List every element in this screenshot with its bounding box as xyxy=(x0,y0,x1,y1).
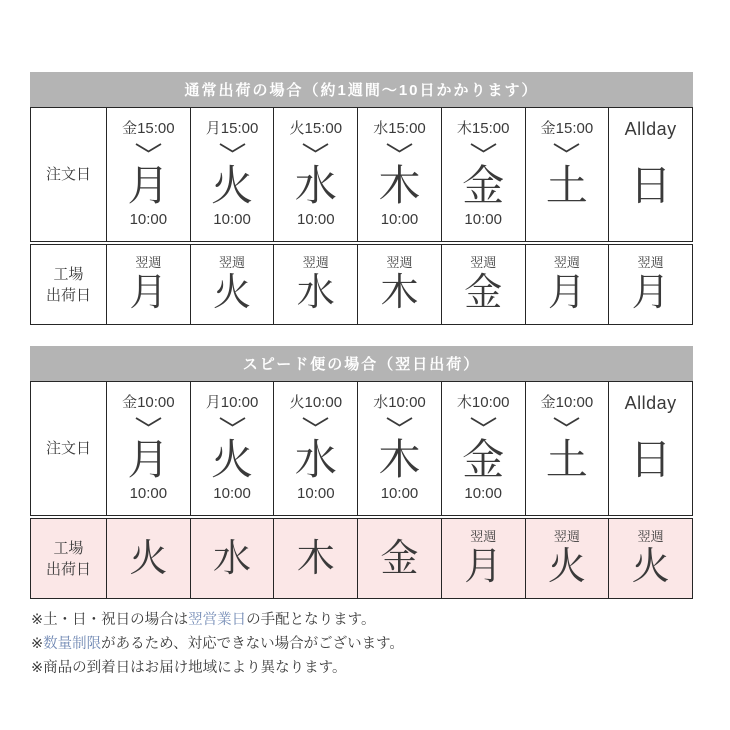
chevron-down-icon xyxy=(135,417,162,427)
chevron-down-icon xyxy=(135,143,162,153)
ship-cell xyxy=(273,245,357,324)
order-deadline: 木15:00 xyxy=(456,120,510,137)
chevron-down-icon xyxy=(219,143,246,153)
ship-row-label-line2: 出荷日 xyxy=(45,560,91,578)
note-text: ※商品の到着日はお届け地域により異なります。 xyxy=(31,660,347,676)
ship-row-label-line2: 出荷日 xyxy=(45,286,91,304)
chevron-down-icon xyxy=(219,417,246,427)
order-day: 土 xyxy=(545,162,588,209)
order-cell-tue xyxy=(190,382,274,515)
order-deadline: 火15:00 xyxy=(289,120,343,137)
chevron-down-icon xyxy=(553,143,580,153)
ship-row-label-cell xyxy=(31,519,106,598)
next-week-label: 翌週 xyxy=(302,255,329,270)
ship-cell xyxy=(525,519,609,598)
note-text: の手配となります。 xyxy=(246,612,376,628)
ship-day: 月 xyxy=(129,272,168,314)
order-deadline: 木10:00 xyxy=(456,394,510,411)
order-cell-tue xyxy=(190,108,274,241)
order-day: 月 xyxy=(127,162,170,209)
speed-shipping-table xyxy=(30,346,693,599)
ship-day: 月 xyxy=(464,546,503,588)
order-day: 日 xyxy=(629,436,672,483)
ship-cell xyxy=(525,245,609,324)
next-week-label: 翌週 xyxy=(386,255,413,270)
order-day: 土 xyxy=(545,436,588,483)
ship-cell xyxy=(608,245,692,324)
ship-day: 火 xyxy=(213,272,252,314)
speed-shipping-title: スピード便の場合（翌日出荷） xyxy=(30,346,693,381)
chevron-down-icon xyxy=(470,417,497,427)
order-cell-wed xyxy=(273,382,357,515)
ship-day: 火 xyxy=(631,546,670,588)
order-day: 火 xyxy=(211,436,254,483)
note-text: ※土・日・祝日の場合は xyxy=(31,612,189,628)
ship-row-label-line1: 工場 xyxy=(53,265,84,283)
chevron-down-icon xyxy=(553,417,580,427)
note-emphasis: 翌営業日 xyxy=(188,612,247,628)
chevron-down-icon xyxy=(470,143,497,153)
chevron-down-icon xyxy=(302,143,329,153)
ship-cell xyxy=(273,519,357,598)
order-cell-fri xyxy=(441,108,525,241)
order-deadline: 金10:00 xyxy=(540,394,594,411)
next-week-label: 翌週 xyxy=(470,255,497,270)
order-day-row xyxy=(30,381,693,516)
ship-day: 水 xyxy=(296,272,335,314)
ship-row-label-cell xyxy=(31,245,106,324)
order-time: 10:00 xyxy=(380,211,419,228)
ship-row-label-line1: 工場 xyxy=(53,539,84,557)
ship-day: 火 xyxy=(547,546,586,588)
order-cell-sat xyxy=(525,108,609,241)
note-holidays xyxy=(31,608,404,632)
note-quantity-limit xyxy=(31,632,404,656)
order-deadline: Allday xyxy=(624,393,677,413)
ship-cell xyxy=(441,245,525,324)
order-deadline: 水15:00 xyxy=(373,120,426,137)
ship-cell xyxy=(357,245,441,324)
ship-cell xyxy=(357,519,441,598)
order-time: 10:00 xyxy=(380,485,419,502)
order-cell-sun xyxy=(608,108,692,241)
order-deadline: Allday xyxy=(624,119,677,139)
order-time: 10:00 xyxy=(129,485,168,502)
ship-day: 木 xyxy=(296,537,335,580)
order-day: 日 xyxy=(629,162,672,209)
ship-cell xyxy=(190,245,274,324)
note-arrival-date xyxy=(31,656,404,680)
note-emphasis: 数量制限 xyxy=(43,636,102,652)
order-deadline: 金15:00 xyxy=(122,120,175,137)
ship-day: 木 xyxy=(380,272,419,314)
order-day: 金 xyxy=(462,162,505,209)
order-deadline: 金10:00 xyxy=(122,394,175,411)
order-day: 水 xyxy=(294,162,337,209)
footnotes xyxy=(31,608,404,680)
order-day: 木 xyxy=(378,162,421,209)
order-time: 10:00 xyxy=(129,211,168,228)
order-cell-mon xyxy=(106,108,190,241)
chevron-down-icon xyxy=(386,143,413,153)
ship-cell xyxy=(190,519,274,598)
next-week-label: 翌週 xyxy=(135,255,162,270)
factory-ship-row-highlighted xyxy=(30,518,693,599)
order-deadline: 火10:00 xyxy=(289,394,343,411)
order-row-label: 注文日 xyxy=(45,440,91,457)
order-cell-sat xyxy=(525,382,609,515)
chevron-down-icon xyxy=(302,417,329,427)
next-week-label: 翌週 xyxy=(553,529,580,544)
next-week-label: 翌週 xyxy=(219,255,246,270)
order-time: 10:00 xyxy=(464,211,502,228)
ship-day: 火 xyxy=(129,537,168,580)
ship-day: 月 xyxy=(631,272,670,314)
order-row-label: 注文日 xyxy=(45,166,91,183)
order-time: 10:00 xyxy=(213,211,251,228)
order-day-row xyxy=(30,107,693,242)
note-text: があるため、対応できない場合がございます。 xyxy=(101,636,404,652)
ship-day: 金 xyxy=(464,272,503,314)
next-week-label: 翌週 xyxy=(637,529,664,544)
order-row-label-cell xyxy=(31,108,106,241)
order-day: 水 xyxy=(294,436,337,483)
order-time: 10:00 xyxy=(297,485,335,502)
order-day: 木 xyxy=(378,436,421,483)
order-cell-thu xyxy=(357,108,441,241)
order-cell-mon xyxy=(106,382,190,515)
order-deadline: 水10:00 xyxy=(373,394,426,411)
order-cell-fri xyxy=(441,382,525,515)
ship-day: 水 xyxy=(213,537,252,580)
order-deadline: 金15:00 xyxy=(540,120,594,137)
order-time: 10:00 xyxy=(297,211,335,228)
ship-day: 金 xyxy=(380,537,419,580)
factory-ship-row xyxy=(30,244,693,325)
order-row-label-cell xyxy=(31,382,106,515)
order-deadline: 月15:00 xyxy=(205,120,259,137)
order-deadline: 月10:00 xyxy=(205,394,259,411)
chevron-down-icon xyxy=(386,417,413,427)
ship-cell xyxy=(441,519,525,598)
ship-cell xyxy=(608,519,692,598)
order-day: 金 xyxy=(462,436,505,483)
order-cell-wed xyxy=(273,108,357,241)
normal-shipping-table xyxy=(30,72,693,325)
next-week-label: 翌週 xyxy=(553,255,580,270)
note-text: ※ xyxy=(31,636,44,652)
order-time: 10:00 xyxy=(464,485,502,502)
order-day: 火 xyxy=(211,162,254,209)
ship-cell xyxy=(106,245,190,324)
ship-day: 月 xyxy=(547,272,586,314)
order-cell-thu xyxy=(357,382,441,515)
normal-shipping-title: 通常出荷の場合（約1週間〜10日かかります） xyxy=(30,72,693,107)
next-week-label: 翌週 xyxy=(637,255,664,270)
ship-cell xyxy=(106,519,190,598)
order-time: 10:00 xyxy=(213,485,251,502)
order-day: 月 xyxy=(127,436,170,483)
next-week-label: 翌週 xyxy=(470,529,497,544)
order-cell-sun xyxy=(608,382,692,515)
